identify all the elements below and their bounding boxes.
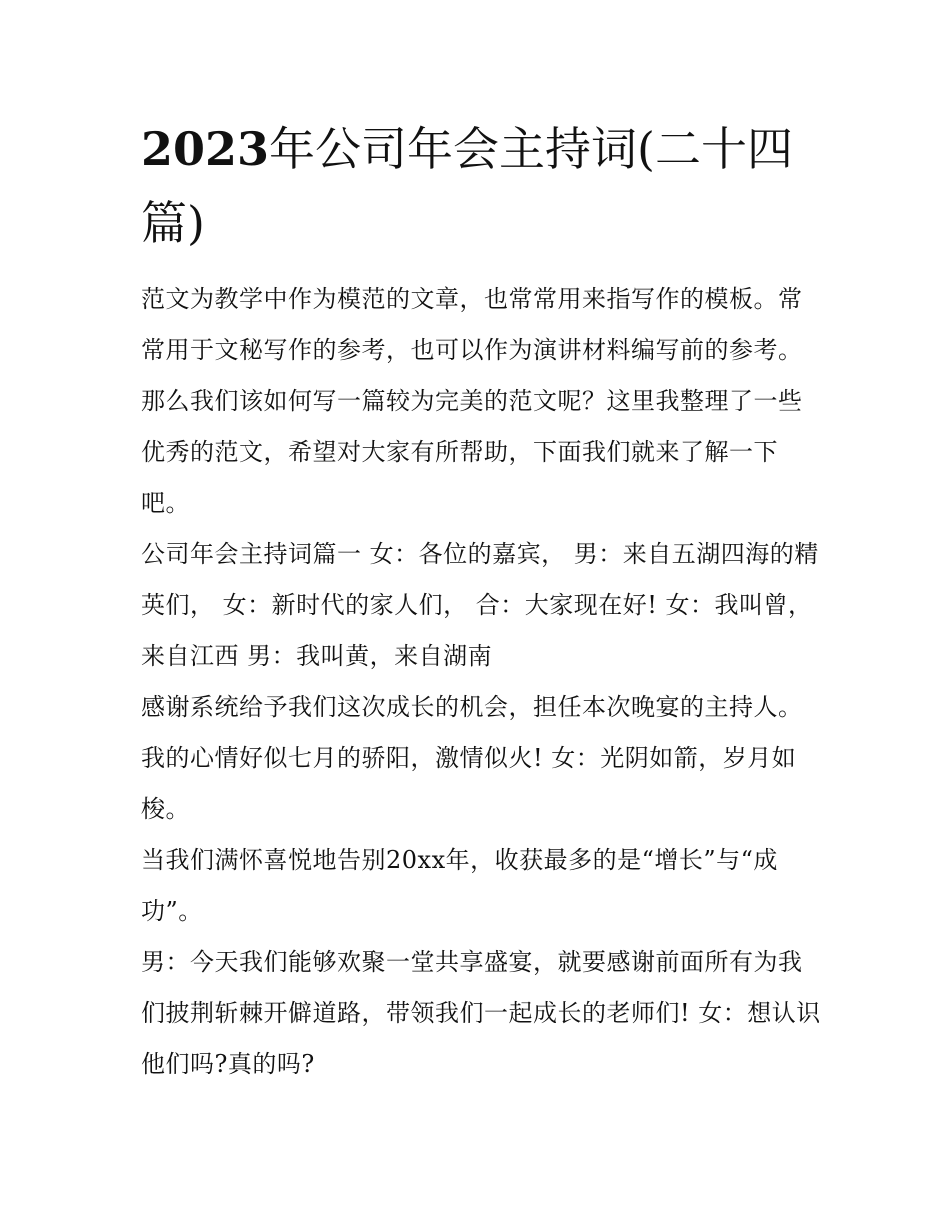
paragraph-teachers: 男：今天我们能够欢聚一堂共享盛宴，就要感谢前面所有为我们披荆斩棘开僻道路，带领我们一起成长的老师们! 女：想认识他们吗?真的吗?	[141, 948, 821, 1078]
paragraph-thanks: 感谢系统给予我们这次成长的机会，担任本次晚宴的主持人。我的心情好似七月的骄阳，激情似火! 女：光阴如箭，岁月如梭。	[141, 693, 803, 823]
paragraph-intro: 范文为教学中作为模范的文章，也常常用来指写作的模板。常常用于文秘写作的参考，也可以作为演讲材料编写前的参考。那么我们该如何写一篇较为完美的范文呢？这里我整理了一些优秀的范文，希望对大家有所帮助，下面我们就来了解一下吧。	[141, 285, 803, 517]
paragraph-opening: 公司年会主持词篇一 女：各位的嘉宾， 男：来自五湖四海的精英们， 女：新时代的家人们， 合：大家现在好! 女：我叫曾，来自江西 男：我叫黄，来自湖南	[141, 540, 819, 670]
paragraph-farewell: 当我们满怀喜悦地告别20xx年，收获最多的是“增长”与“成功”。	[141, 846, 778, 925]
title-text: 年公司年会主持词(二十四篇)	[141, 122, 793, 250]
document-title	[141, 112, 821, 260]
title-year: 2023	[141, 122, 270, 176]
document-content	[141, 112, 821, 1090]
document-body	[141, 274, 821, 1090]
